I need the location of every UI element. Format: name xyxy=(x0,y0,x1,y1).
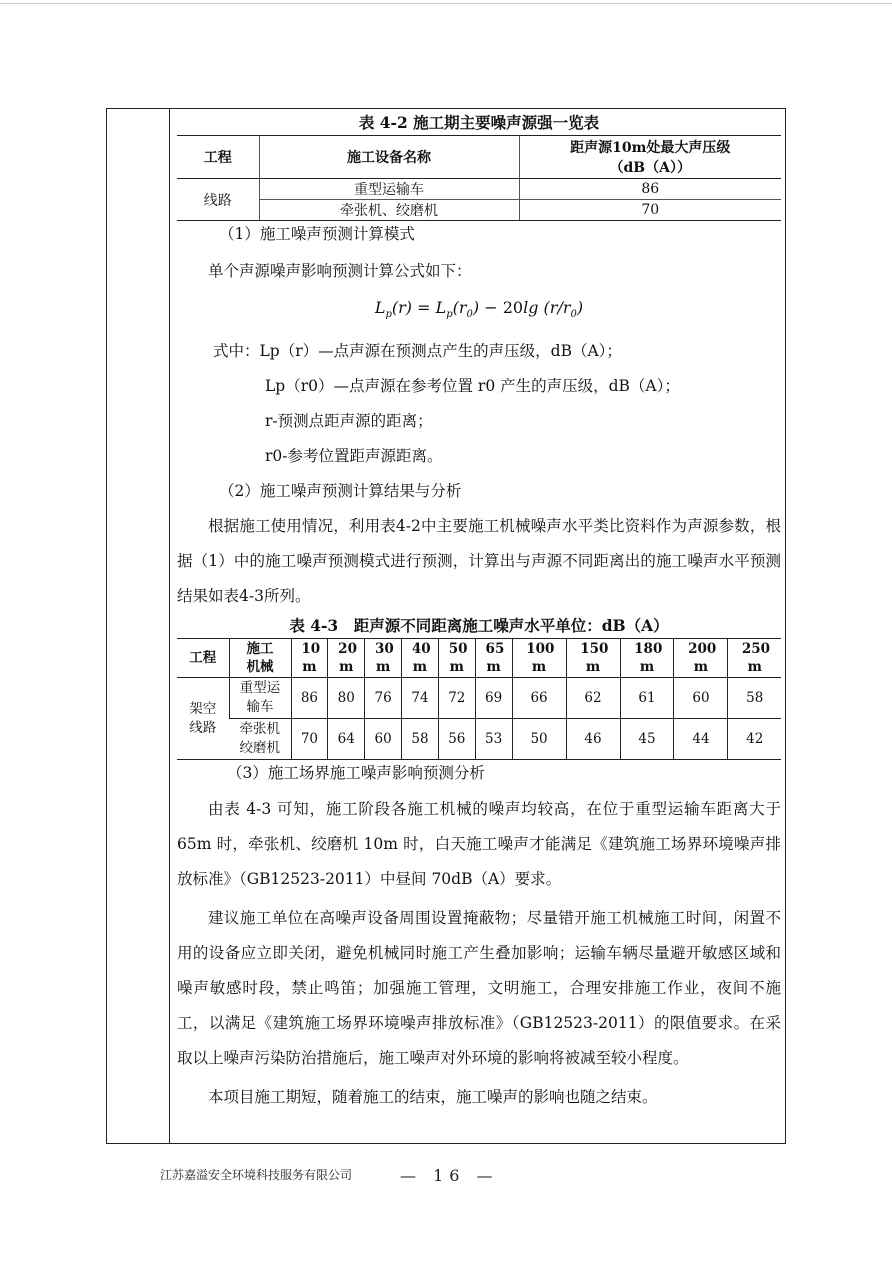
value-cell: 58 xyxy=(728,678,781,719)
value-cell: 60 xyxy=(365,719,402,760)
header-distance: 250 m xyxy=(728,639,781,678)
value-cell: 76 xyxy=(365,678,402,719)
value-cell: 70 xyxy=(291,719,328,760)
equipment-cell: 牵张机、绞磨机 xyxy=(259,200,519,221)
header-level xyxy=(519,136,781,179)
section2-heading: （2）施工噪声预测计算结果与分析 xyxy=(219,482,462,501)
value-cell: 62 xyxy=(566,678,620,719)
definition-prefix: 式中： xyxy=(213,342,260,361)
header-distance: 150 m xyxy=(566,639,620,678)
value-cell: 69 xyxy=(475,678,512,719)
value-cell: 86 xyxy=(291,678,328,719)
header-distance: 100 m xyxy=(512,639,566,678)
header-machine-text: 施工机械 xyxy=(246,641,274,676)
header-project: 工程 xyxy=(177,136,259,179)
machine-cell: 牵张机绞磨机 xyxy=(229,719,291,760)
section3-paragraph-1: 由表 4-3 可知，施工阶段各施工机械的噪声均较高，在位于重型运输车距离大于 65m 时，牵张机、绞磨机 10m 时，白天施工噪声才能满足《建筑施工场界环境噪声排放标准》（GB12523-2011）中昼间 70dB（A）要求。 xyxy=(177,800,781,889)
content-area xyxy=(177,109,781,1115)
value-cell: 45 xyxy=(620,719,674,760)
definition-1 xyxy=(177,334,781,369)
page-number: — 16 — xyxy=(400,1166,499,1185)
value-cell: 53 xyxy=(475,719,512,760)
value-cell: 42 xyxy=(728,719,781,760)
table43-caption: 表 4-3 距声源不同距离施工噪声水平单位：dB（A） xyxy=(289,616,669,636)
header-level-line1: 距声源10m处最大声压级 xyxy=(570,140,731,156)
formula-text: $L_p(r) = L_p(r_0) - 20\lg$ $(r/r_0)$ xyxy=(374,298,584,321)
header-distance: 30 m xyxy=(365,639,402,678)
top-rule xyxy=(0,3,892,4)
project-cell: 架空线路 xyxy=(177,678,229,760)
value-cell: 58 xyxy=(402,719,439,760)
value-cell: 60 xyxy=(674,678,728,719)
table-4-2 xyxy=(177,135,781,221)
level-cell: 70 xyxy=(519,200,781,221)
header-machine xyxy=(229,639,291,678)
project-cell: 线路 xyxy=(177,179,259,221)
section1-heading: （1）施工噪声预测计算模式 xyxy=(219,225,415,243)
section2-paragraph: 根据施工使用情况，利用表4-2中主要施工机械噪声水平类比资料作为声源参数，根据（1）中的施工噪声预测模式进行预测，计算出与声源不同距离出的施工噪声水平预测结果如表4-3所列。 xyxy=(177,517,781,606)
section3-paragraph-3: 本项目施工期短，随着施工的结束，施工噪声的影响也随之结束。 xyxy=(208,1088,658,1107)
header-distance: 50 m xyxy=(438,639,475,678)
header-distance: 20 m xyxy=(328,639,365,678)
equipment-cell: 重型运输车 xyxy=(259,179,519,200)
level-cell: 86 xyxy=(519,179,781,200)
header-distance: 10 m xyxy=(291,639,328,678)
frame-divider xyxy=(169,109,170,1143)
formula xyxy=(177,289,781,334)
value-cell: 50 xyxy=(512,719,566,760)
value-cell: 56 xyxy=(438,719,475,760)
definition-4: r0-参考位置距声源距离。 xyxy=(265,447,443,466)
header-distance: 180 m xyxy=(620,639,674,678)
header-project: 工程 xyxy=(177,639,229,678)
value-cell: 61 xyxy=(620,678,674,719)
table42-caption: 表 4-2 施工期主要噪声源强一览表 xyxy=(358,113,600,132)
value-cell: 64 xyxy=(328,719,365,760)
section3-heading: （3）施工场界施工噪声影响预测分析 xyxy=(227,764,485,783)
definition-3: r-预测点距声源的距离； xyxy=(265,412,433,431)
machine-cell: 重型运输车 xyxy=(229,678,291,719)
value-cell: 80 xyxy=(328,678,365,719)
value-cell: 46 xyxy=(566,719,620,760)
definition-2: Lp（r0）—点声源在参考位置 r0 产生的声压级，dB（A）； xyxy=(265,377,680,396)
header-distance: 65 m xyxy=(475,639,512,678)
footer-company: 江苏嘉溢安全环境科技服务有限公司 xyxy=(160,1168,353,1182)
header-distance: 40 m xyxy=(402,639,439,678)
section3-paragraph-2: 建议施工单位在高噪声设备周围设置掩蔽物；尽量错开施工机械施工时间，闲置不用的设备应立即关闭，避免机械同时施工产生叠加影响；运输车辆尽量避开敏感区域和噪声敏感时段，禁止鸣笛；加强施工管理，文明施工，合理安排施工作业，夜间不施工，以满足《建筑施工场界环境噪声排放标准》（GB12523-2011）的限值要求。在采取以上噪声污染防治措施后，施工噪声对外环境的影响将被减至较小程度。 xyxy=(177,909,781,1068)
header-level-line2: （dB（A）） xyxy=(609,160,691,176)
section1-intro: 单个声源噪声影响预测计算公式如下： xyxy=(208,262,472,280)
header-distance: 200 m xyxy=(674,639,728,678)
table-4-3 xyxy=(177,638,781,760)
content-frame xyxy=(106,108,786,1144)
header-equipment: 施工设备名称 xyxy=(259,136,519,179)
value-cell: 66 xyxy=(512,678,566,719)
value-cell: 72 xyxy=(438,678,475,719)
value-cell: 44 xyxy=(674,719,728,760)
definition-1-text: Lp（r）—点声源在预测点产生的声压级，dB（A）； xyxy=(259,342,622,361)
value-cell: 74 xyxy=(402,678,439,719)
